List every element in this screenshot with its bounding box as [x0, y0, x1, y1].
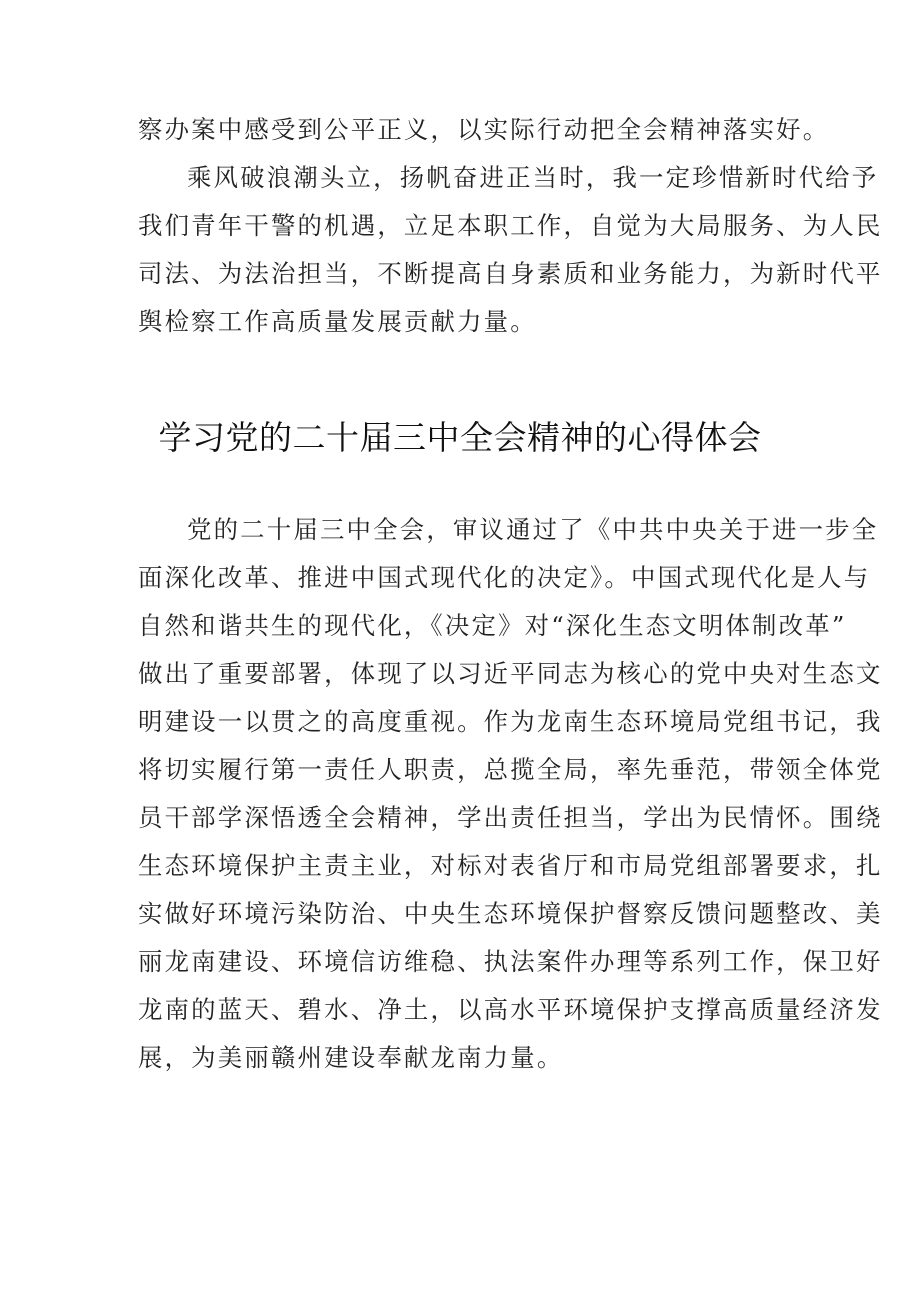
text-line: 乘风破浪潮头立，扬帆奋进正当时，我一定珍惜新时代给予 [187, 163, 879, 192]
text-line: 察办案中感受到公平正义，以实际行动把全会精神落实好。 [138, 115, 830, 144]
paragraph-continuation [138, 106, 830, 154]
text-line: 龙南的蓝天、碧水、净土，以高水平环境保护支撑高质量经济发 [138, 995, 883, 1024]
text-line: 做出了重要部署，体现了以习近平同志为核心的党中央对生态文 [138, 659, 883, 688]
text-line: 展，为美丽赣州建设奉献龙南力量。 [138, 1043, 564, 1072]
text-line: 生态环境保护主责主业，对标对表省厅和市局党组部署要求，扎 [138, 851, 883, 880]
text-line: 丽龙南建设、环境信访维稳、执法案件办理等系列工作，保卫好 [138, 947, 883, 976]
text-line: 自然和谐共生的现代化，《决定》对“深化生态文明体制改革” [138, 611, 847, 640]
text-line: 舆检察工作高质量发展贡献力量。 [138, 307, 537, 336]
text-line: 我们青年干警的机遇，立足本职工作，自觉为大局服务、为人民 [138, 211, 883, 240]
document-title: 学习党的二十届三中全会精神的心得体会 [158, 418, 762, 457]
paragraph-closing-pledge [138, 154, 883, 346]
text-line: 明建设一以贯之的高度重视。作为龙南生态环境局党组书记，我 [138, 707, 883, 736]
text-line: 将切实履行第一责任人职责，总揽全局，率先垂范，带领全体党 [138, 755, 883, 784]
text-line: 党的二十届三中全会，审议通过了《中共中央关于进一步全 [187, 515, 879, 544]
text-line: 司法、为法治担当，不断提高自身素质和业务能力，为新时代平 [138, 259, 883, 288]
paragraph-body [138, 506, 883, 1082]
text-line: 员干部学深悟透全会精神，学出责任担当，学出为民情怀。围绕 [138, 803, 883, 832]
text-line: 面深化改革、推进中国式现代化的决定》。中国式现代化是人与 [138, 563, 871, 592]
text-line: 实做好环境污染防治、中央生态环境保护督察反馈问题整改、美 [138, 899, 883, 928]
